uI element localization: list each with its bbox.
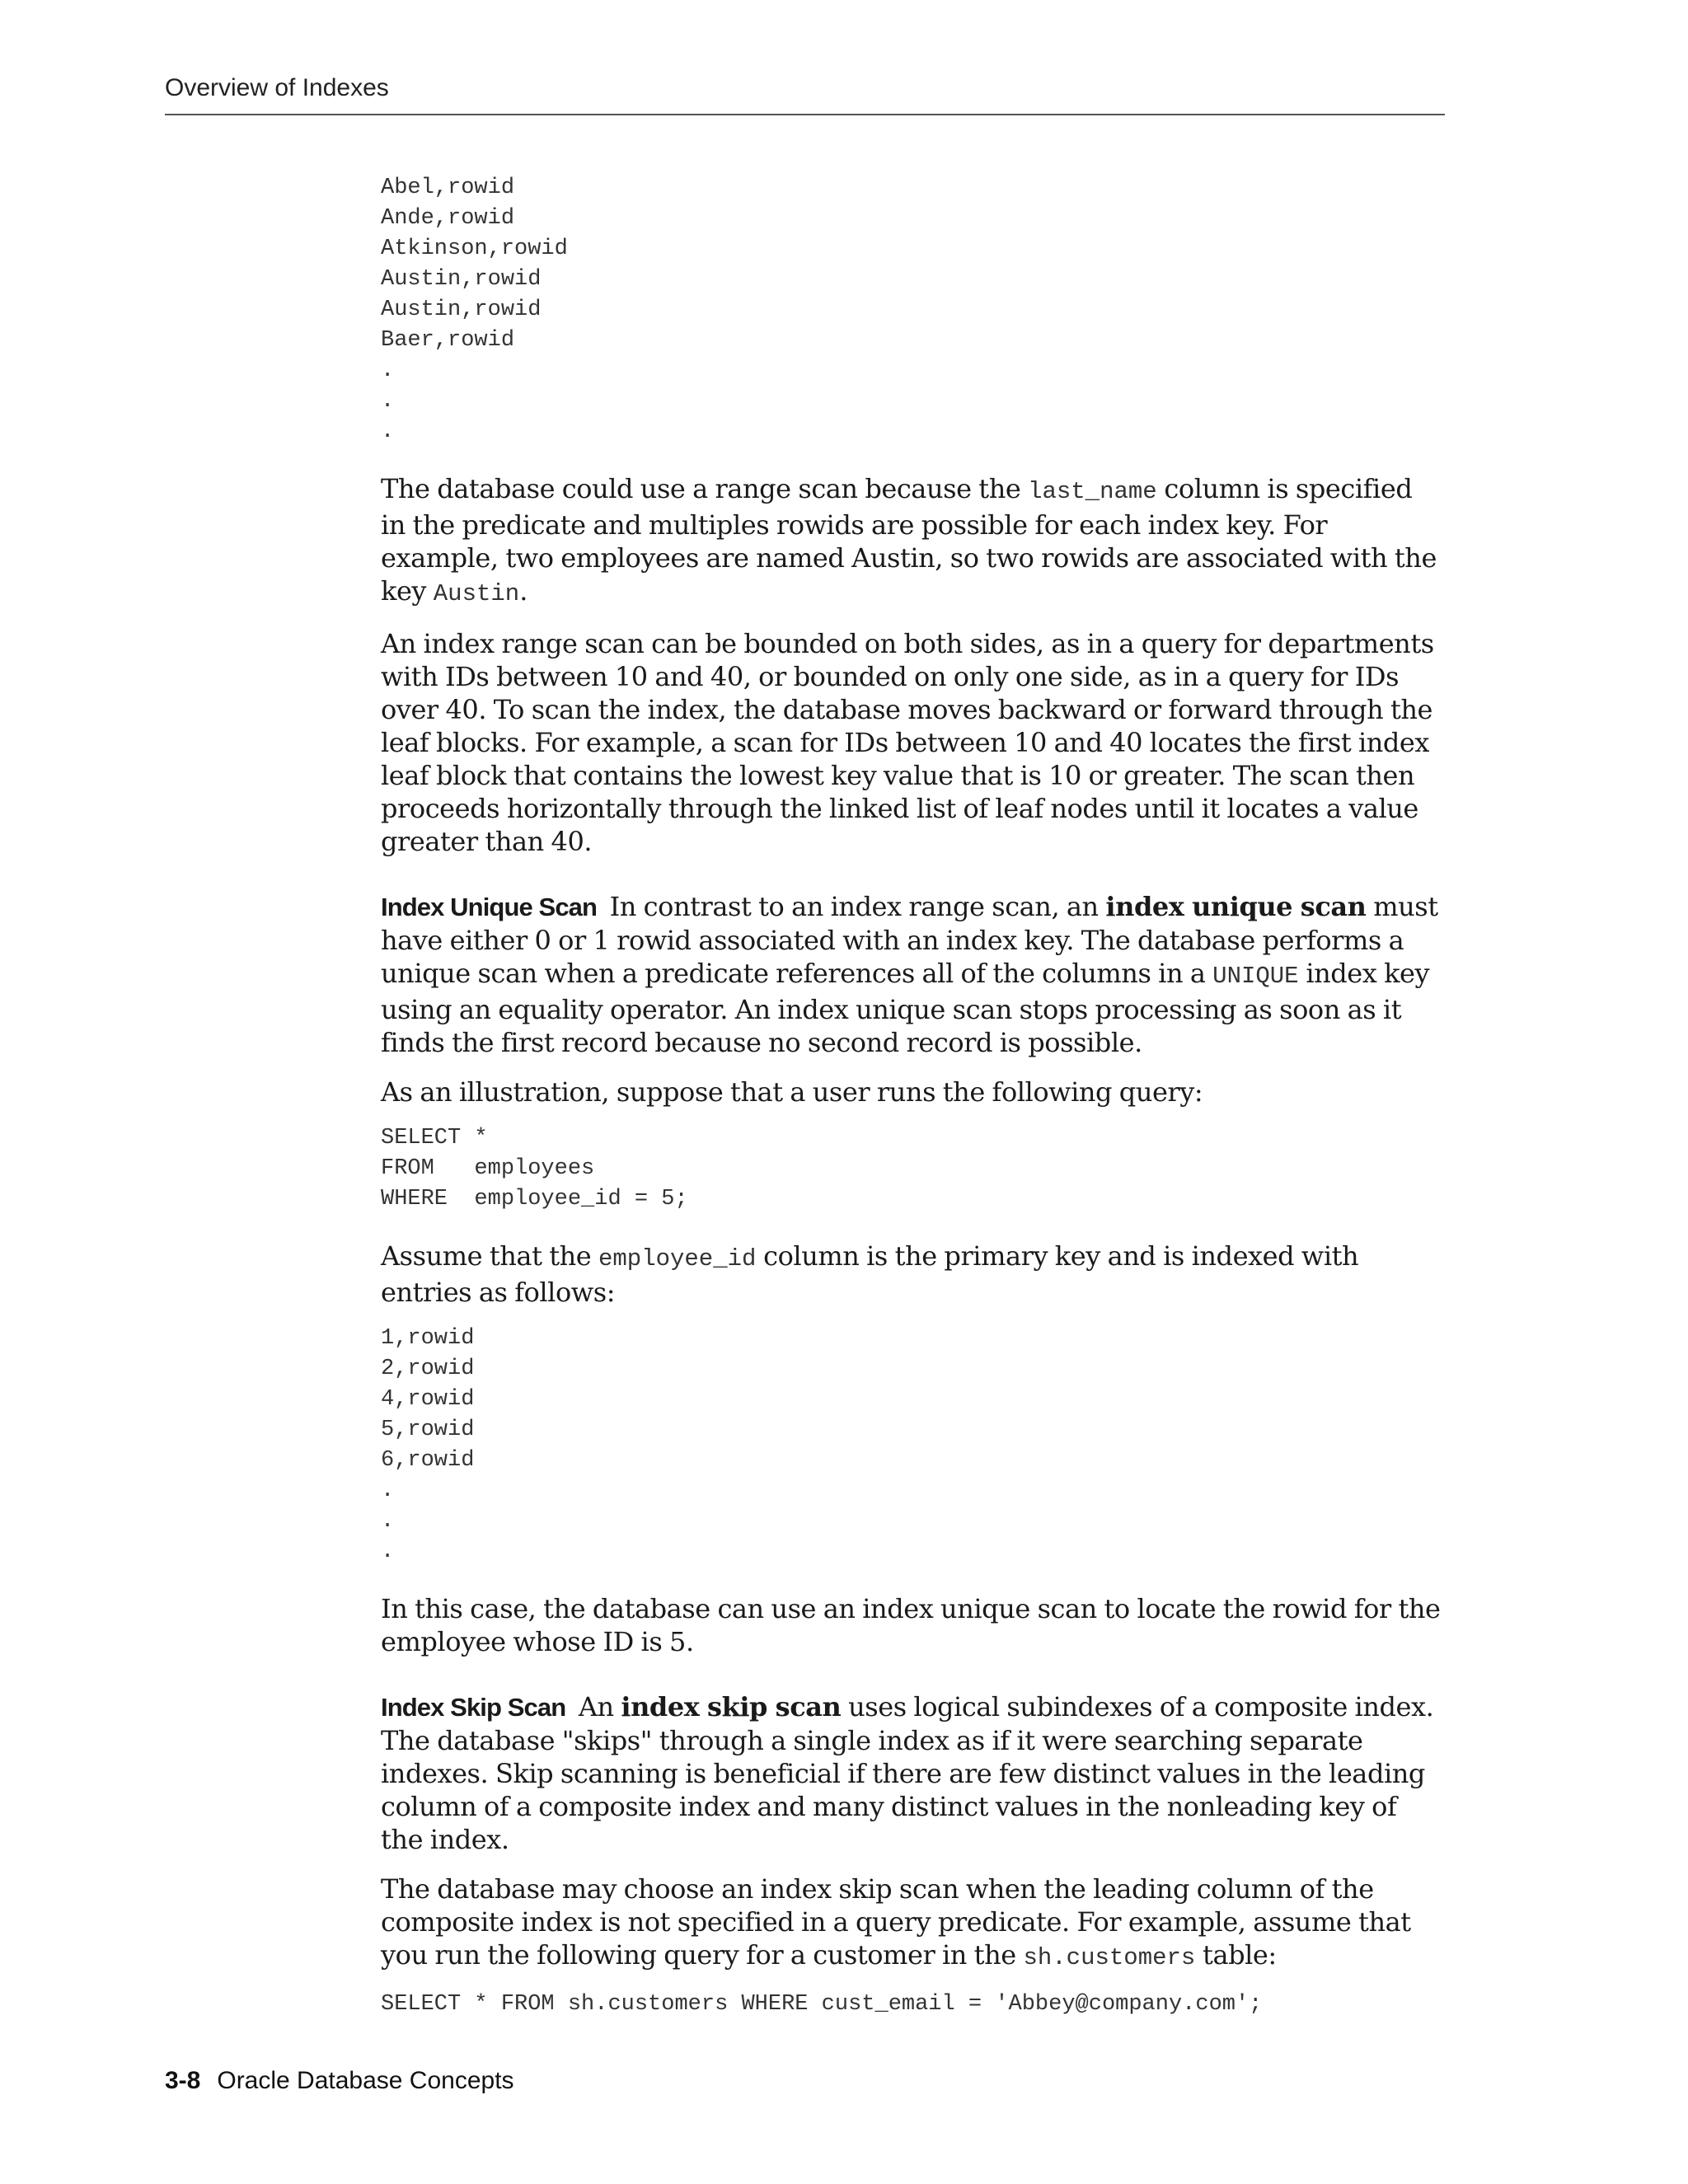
code-block-select-employee: SELECT * FROM employees WHERE employee_id = 5;	[381, 1126, 688, 1212]
paragraph-index-skip-scan	[381, 1690, 1444, 1856]
text: The database may choose an index skip scan when the leading column of the composite index is not specified in a query predicate. For example, assume that you run the following query for a customer in the	[381, 1873, 1411, 1971]
page-footer	[165, 2067, 514, 2095]
term-index-unique-scan: index unique scan	[1105, 891, 1367, 922]
text: In contrast to an index range scan, an	[609, 891, 1106, 922]
code-block-last-name-index: Abel,rowid Ande,rowid Atkinson,rowid Austin,rowid Austin,rowid Baer,rowid . . .	[381, 176, 568, 444]
text: index key using an equality operator. An index unique scan stops processing as soon as it finds the first record because no second record is possible.	[381, 958, 1430, 1058]
text: Assume that the	[381, 1240, 598, 1272]
paragraph-unique-scan-case: In this case, the database can use an index unique scan to locate the rowid for the employee whose ID is 5.	[381, 1593, 1441, 1657]
inline-code-unique: UNIQUE	[1212, 963, 1299, 990]
page-content	[381, 173, 1444, 2020]
text: column is specified in the predicate and multiples rowids are possible for each index key. For example, two employees are named Austin, so two rowids are associated with the key	[381, 473, 1437, 607]
code-block-employee-id-index: 1,rowid 2,rowid 4,rowid 5,rowid 6,rowid . . .	[381, 1326, 475, 1564]
runin-heading-index-skip-scan: Index Skip Scan	[381, 1693, 566, 1722]
text: The database could use a range scan because the	[381, 473, 1029, 504]
page-number: 3-8	[165, 2067, 201, 2094]
runin-heading-index-unique-scan: Index Unique Scan	[381, 893, 598, 921]
inline-code-last-name: last_name	[1028, 478, 1157, 505]
paragraph-skip-scan-choice	[381, 1872, 1444, 1975]
code-block-select-customers: SELECT * FROM sh.customers WHERE cust_email = 'Abbey@company.com';	[381, 1992, 1263, 2017]
term-index-skip-scan: index skip scan	[621, 1691, 842, 1722]
paragraph-primary-key	[381, 1240, 1444, 1309]
text: uses logical subindexes of a composite index. The database "skips" through a single index as if it were searching separate indexes. Skip scanning is beneficial if there are few distinct values in the leading column of a composite index and many distinct values in the nonleading key of the index.	[381, 1691, 1434, 1855]
paragraph-range-scan-reason	[381, 472, 1444, 611]
paragraph-range-scan-bounds: An index range scan can be bounded on both sides, as in a query for departments with IDs between 10 and 40, or bounded on only one side, as in a query for IDs over 40. To scan the index, the database moves backward or forward through the leaf blocks. For example, a scan for IDs between 10 and 40 locates the first index leaf block that contains the lowest key value that is 10 or greater. The scan then proceeds horizontally through the linked list of leaf nodes until it locates a value greater than 40.	[381, 628, 1434, 857]
paragraph-index-unique-scan	[381, 890, 1444, 1059]
paragraph-illustration: As an illustration, suppose that a user runs the following query:	[381, 1076, 1203, 1108]
text: column is the primary key and is indexed with entries as follows:	[381, 1240, 1359, 1308]
inline-code-sh-customers: sh.customers	[1023, 1944, 1196, 1971]
inline-code-employee-id: employee_id	[598, 1245, 757, 1272]
text: .	[519, 575, 528, 607]
running-header: Overview of Indexes	[165, 74, 389, 101]
text: must have either 0 or 1 rowid associated with an index key. The database performs a unique scan when a predicate references all of the columns in a	[381, 891, 1438, 989]
book-title: Oracle Database Concepts	[217, 2067, 514, 2094]
header-rule	[165, 114, 1445, 115]
text: An	[578, 1691, 621, 1722]
inline-code-austin: Austin	[433, 580, 520, 607]
text: table:	[1195, 1939, 1277, 1971]
